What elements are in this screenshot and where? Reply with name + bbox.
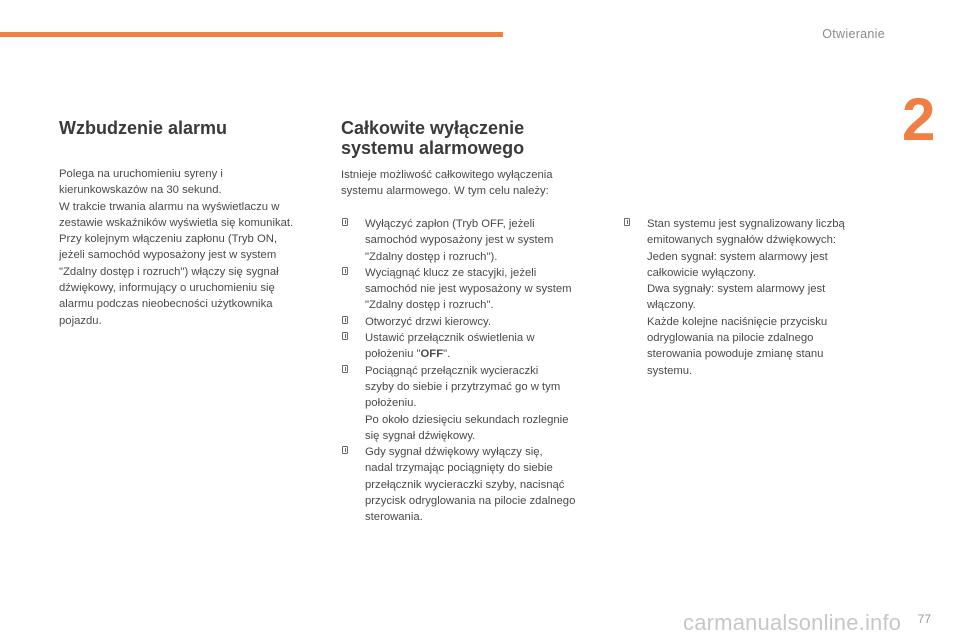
list-item — [341, 314, 606, 330]
text-line: Wyłączyć zapłon (Tryb OFF, jeżeli — [365, 218, 535, 230]
text-line: systemu. — [647, 364, 693, 377]
text-line: W trakcie trwania alarmu na wyświetlaczu w — [59, 200, 280, 213]
text-line: Po około dziesięciu sekundach rozlegnie — [365, 413, 569, 426]
text-line: włączony. — [647, 299, 696, 312]
bullet-icon — [342, 365, 348, 373]
list-item — [341, 265, 606, 314]
heading-alarm-trigger: Wzbudzenie alarmu — [59, 118, 228, 138]
text-line: położeniu. — [365, 397, 417, 410]
text-line: systemu alarmowego. W tym celu należy: — [341, 185, 549, 198]
text-line: Ustawić przełącznik oświetlenia w — [365, 332, 535, 345]
text-line: nadal trzymając pociągnięty do siebie — [365, 462, 553, 475]
text-line: Jeden sygnał: system alarmowy jest — [647, 250, 828, 263]
list-item — [341, 216, 606, 265]
chapter-number: 2 — [902, 86, 936, 153]
text-line: Otworzyć drzwi kierowcy. — [365, 315, 491, 328]
text-line: Polega na uruchomieniu syreny i — [59, 168, 223, 180]
bullet-icon — [342, 267, 348, 275]
text-line: przełącznik wycieraczki szyby, nacisnąć — [365, 478, 565, 491]
deactivation-intro — [341, 167, 591, 200]
text-line: zestawie wskaźników wyświetla się komunikat. — [59, 216, 294, 229]
text-line: przycisk odryglowania na pilocie zdalnego — [365, 495, 576, 508]
page-number: 77 — [917, 612, 931, 626]
text-line: "Zdalny dostęp i rozruch". — [365, 299, 494, 312]
text-line: emitowanych sygnałów dźwiękowych: — [647, 234, 836, 247]
text-line: odryglowania na pilocie zdalnego — [647, 332, 814, 345]
text-line: "Zdalny dostęp i rozruch") włączy się sygnał — [59, 265, 279, 278]
text-line: alarmu podczas nieobecności użytkownika — [59, 298, 273, 311]
text-line: "Zdalny dostęp i rozruch"). — [365, 250, 498, 263]
text-line: kierunkowskazów na 30 sekund. — [59, 184, 222, 197]
text-line — [365, 346, 606, 362]
text-line: dźwiękowy, informujący o uruchomieniu się — [59, 282, 275, 295]
deactivation-steps-list — [341, 216, 606, 526]
list-item — [341, 444, 606, 525]
bullet-icon — [342, 316, 348, 324]
text-line: całkowicie wyłączony. — [647, 266, 757, 279]
text-line: pojazdu. — [59, 314, 102, 327]
text-line: Istnieje możliwość całkowitego wyłączenia — [341, 169, 553, 181]
text-line: Dwa sygnały: system alarmowy jest — [647, 283, 826, 296]
bullet-icon — [624, 218, 630, 226]
heading-line: systemu alarmowego — [341, 138, 525, 158]
heading-line: Całkowite wyłączenie — [341, 118, 525, 138]
text-line: sterowania powoduje zmianę stanu — [647, 348, 824, 361]
list-item — [623, 216, 873, 379]
text-fragment: położeniu " — [365, 348, 421, 361]
text-line: Stan systemu jest sygnalizowany liczbą — [647, 218, 845, 230]
text-line: samochód wyposażony jest w system — [365, 234, 554, 247]
off-keyword: OFF — [420, 348, 444, 361]
status-signal-list — [623, 216, 873, 379]
text-line: Pociągnąć przełącznik wycieraczki — [365, 364, 539, 377]
text-line: szyby do siebie i przytrzymać go w tym — [365, 380, 561, 393]
text-line: jeżeli samochód wyposażony jest w system — [59, 249, 277, 262]
section-title: Otwieranie — [822, 27, 885, 41]
text-line: Każde kolejne naciśnięcie przycisku — [647, 315, 828, 328]
text-line: Wyciągnąć klucz ze stacyjki, jeżeli — [365, 266, 537, 279]
text-line: się sygnał dźwiękowy. — [365, 429, 476, 442]
bullet-icon — [342, 332, 348, 340]
bullet-icon — [342, 446, 348, 454]
alarm-trigger-text — [59, 166, 324, 329]
text-line: sterowania. — [365, 511, 423, 524]
text-line: Gdy sygnał dźwiękowy wyłączy się, — [365, 446, 543, 459]
accent-bar — [0, 32, 503, 37]
list-item — [341, 363, 606, 444]
text-line: samochód nie jest wyposażony w system — [365, 283, 572, 296]
bullet-icon — [342, 218, 348, 226]
watermark: carmanualsonline.info — [683, 610, 902, 635]
list-item — [341, 330, 606, 363]
text-line: Przy kolejnym włączeniu zapłonu (Tryb ON, — [59, 233, 278, 246]
heading-full-deactivation — [341, 118, 581, 158]
text-fragment: ". — [443, 348, 451, 361]
